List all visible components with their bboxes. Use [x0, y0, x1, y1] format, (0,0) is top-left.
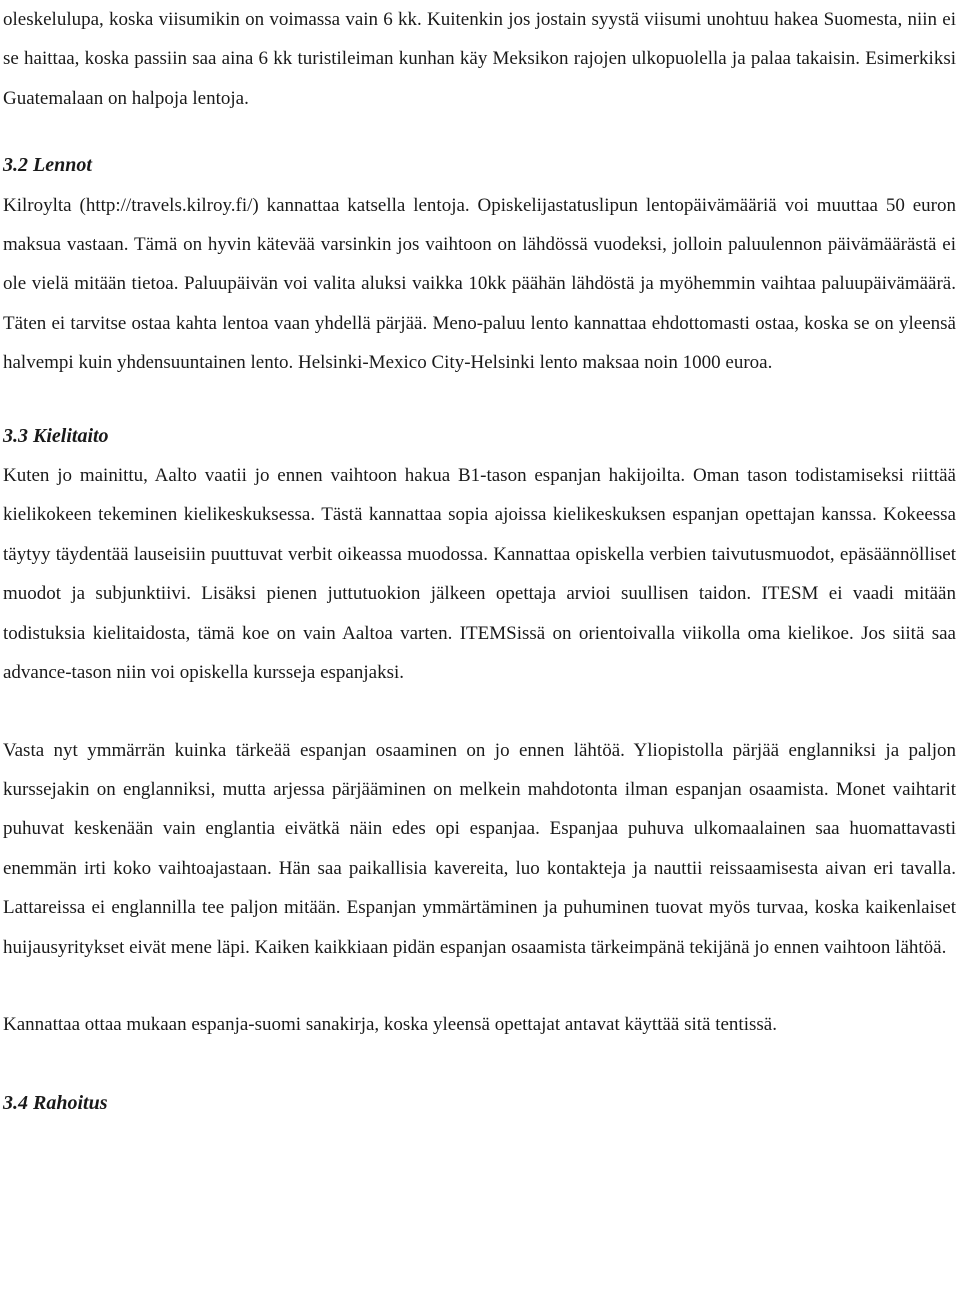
spacer	[3, 383, 956, 417]
section-heading-kielitaito: 3.3 Kielitaito	[3, 424, 109, 447]
kielitaito-paragraph-2: Vasta nyt ymmärrän kuinka tärkeää espanjan osaaminen on jo ennen lähtöä. Yliopistolla pärjää englanniksi ja paljon kurssejakin on englanniksi, mutta arjessa pärjääminen on melkein mahdotonta ilman espanjan osaamista. Monet vaihtarit puhuvat keskenään vain englantia eivätkä näin edes opi espanjaa. Espanjaa puhuva ulkomaalainen saa huomattavasti enemmän irti koko vaihtoajastaan. Hän saa paikallisia kavereita, luo kontakteja ja nauttii reissaamisesta aivan eri tavalla. Lattareissa ei englannilla tee paljon mitään. Espanjan ymmärtäminen ja puhuminen tuovat myös turvaa, koska kaikenlaiset huijausyritykset eivät mene läpi. Kaiken kaikkiaan pidän espanjan osaamista tärkeimpänä tekijänä jo ennen vaihtoon lähtöä.	[3, 739, 956, 958]
kielitaito-paragraph-3: Kannattaa ottaa mukaan espanja-suomi sanakirja, koska yleensä opettajat antavat käyttää sitä tentissä.	[3, 1013, 777, 1035]
spacer	[3, 693, 956, 731]
spacer	[3, 118, 956, 146]
kielitaito-paragraph-1: Kuten jo mainittu, Aalto vaatii jo ennen vaihtoon hakua B1-tason espanjan hakijoilta. Oman tason todistamiseksi riittää kielikokeen tekeminen kielikeskuksessa. Tästä kannattaa sopia ajoissa kielikeskuksen espanjan opettajan kanssa. Kokeessa täytyy täydentää lauseisiin puuttuvat verbit oikeassa muodossa. Kannattaa opiskella verbien taivutusmuodot, epäsäännölliset muodot ja subjunktiivi. Lisäksi pienen juttutuokion jälkeen opettaja arvioi suullisen taidon. ITESM ei vaadi mitään todistuksia kielitaidosta, tämä koe on vain Aaltoa varten. ITEMSissä on orientoivalla viikolla oma kielikoe. Jos siitä saa advance-tason niin voi opiskella kursseja espanjaksi.	[3, 465, 956, 684]
spacer	[3, 1044, 956, 1084]
lennot-paragraph: Kilroylta (http://travels.kilroy.fi/) kannattaa katsella lentoja. Opiskelijastatuslipun lentopäivämääriä voi muuttaa 50 euron maksua vastaan. Tämä on hyvin kätevää varsinkin jos vaihtoon on lähdössä vuodeksi, jolloin paluulennon päivämäärästä ei ole vielä mitään tietoa. Paluupäivän voi valita aluksi vaikka 10kk päähän lähdöstä ja myöhemmin vaihtaa paluupäivämäärä. Täten ei tarvitse ostaa kahta lentoa vaan yhdellä pärjää. Meno-paluu lento kannattaa ehdottomasti ostaa, koska se on yleensä halvempi kuin yhdensuuntainen lento. Helsinki-Mexico City-Helsinki lento maksaa noin 1000 euroa.	[3, 194, 956, 374]
spacer	[3, 967, 956, 1005]
document-page	[3, 0, 956, 1124]
section-heading-lennot: 3.2 Lennot	[3, 154, 92, 177]
intro-paragraph: oleskelulupa, koska viisumikin on voimassa vain 6 kk. Kuitenkin jos jostain syystä viisumi unohtuu hakea Suomesta, niin ei se haittaa, koska passiin saa aina 6 kk turistileiman kunhan käy Meksikon rajojen ulkopuolella ja palaa takaisin. Esimerkiksi Guatemalaan on halpoja lentoja.	[3, 9, 956, 109]
section-heading-rahoitus: 3.4 Rahoitus	[3, 1092, 108, 1115]
